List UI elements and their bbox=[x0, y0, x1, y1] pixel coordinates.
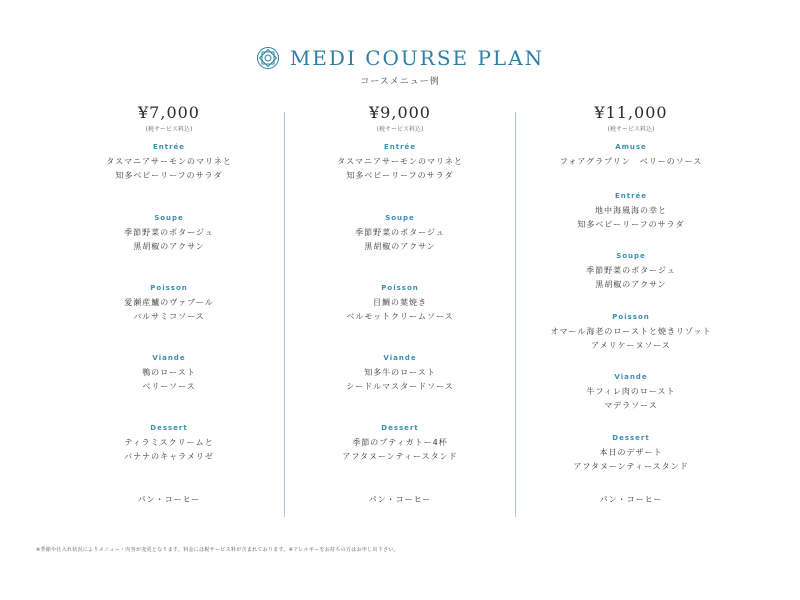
dish-line: 知多ベビーリーフのサラダ bbox=[346, 171, 454, 180]
menu-columns bbox=[54, 104, 746, 524]
dish-line: 季節野菜のポタージュ bbox=[355, 228, 445, 237]
course-dessert bbox=[285, 424, 515, 464]
dish-line: バルサミコソース bbox=[133, 312, 205, 321]
header bbox=[0, 46, 800, 87]
mandala-logo-icon bbox=[256, 46, 280, 70]
course-name: Entrée bbox=[614, 192, 648, 200]
course-name: Viande bbox=[383, 354, 417, 362]
dish-line: フォアグラプリン ベリーのソース bbox=[559, 157, 703, 166]
tax-note: (税サービス料込) bbox=[607, 126, 655, 133]
page-subtitle: コースメニュー例 bbox=[360, 77, 440, 87]
footnote: ※季節や仕入れ状況によりメニュー・内容が変更となります。料金には税サービス料が含まれております。※アレルギーをお持ちの方はお申し出下さい。 bbox=[36, 547, 399, 553]
dish-line: オマール海老のローストと焼きリゾット bbox=[550, 327, 712, 336]
course-dessert bbox=[54, 424, 284, 464]
menu-column-7000 bbox=[54, 104, 284, 524]
course-entree bbox=[516, 192, 746, 232]
dish-line: 季節のプティガトー4杯 bbox=[352, 438, 448, 447]
course-price: ¥7,000 bbox=[138, 103, 200, 122]
course-price: ¥11,000 bbox=[594, 103, 668, 122]
course-entree bbox=[285, 143, 515, 183]
dish-line: 黒胡椒のアクサン bbox=[595, 280, 667, 289]
dish-line: 目鯛の葉焼き bbox=[373, 298, 427, 307]
course-poisson bbox=[285, 284, 515, 324]
course-poisson bbox=[54, 284, 284, 324]
dish-line: 愛瀬産鱸のヴァプール bbox=[124, 298, 214, 307]
course-poisson bbox=[516, 313, 746, 353]
dish-line: 本日のデザート bbox=[599, 448, 663, 457]
course-name: Dessert bbox=[381, 424, 419, 432]
dish-line: 黒胡椒のアクサン bbox=[133, 242, 205, 251]
menu-column-9000 bbox=[285, 104, 515, 524]
course-soupe bbox=[54, 214, 284, 254]
course-viande bbox=[516, 373, 746, 413]
dish-line: 地中海風海の幸と bbox=[595, 206, 667, 215]
course-name: Dessert bbox=[150, 424, 188, 432]
dish-line: 知多ベビーリーフのサラダ bbox=[115, 171, 223, 180]
dish-line: タスマニアサーモンのマリネと bbox=[106, 157, 232, 166]
dish-line: 季節野菜のポタージュ bbox=[586, 266, 676, 275]
course-name: Poisson bbox=[612, 313, 650, 321]
course-name: Dessert bbox=[612, 434, 650, 442]
dish-line: アメリケーヌソース bbox=[591, 341, 671, 350]
course-name: Soupe bbox=[616, 252, 646, 260]
course-dessert bbox=[516, 434, 746, 474]
tax-note: (税サービス料込) bbox=[145, 126, 193, 133]
tax-note: (税サービス料込) bbox=[376, 126, 424, 133]
course-name: Soupe bbox=[154, 214, 184, 222]
dish-line: ベリーソース bbox=[142, 382, 196, 391]
dish-line: 牛フィレ肉のロースト bbox=[586, 387, 676, 396]
course-name: Viande bbox=[614, 373, 648, 381]
bread-coffee: パン・コーヒー bbox=[368, 495, 432, 504]
dish-line: アフタヌーンティースタンド bbox=[573, 462, 689, 471]
dish-line: マデラソース bbox=[604, 401, 658, 410]
dish-line: 鴨のロースト bbox=[142, 368, 196, 377]
course-viande bbox=[54, 354, 284, 394]
course-name: Entrée bbox=[383, 143, 417, 151]
course-amuse bbox=[516, 143, 746, 169]
course-entree bbox=[54, 143, 284, 183]
course-name: Entrée bbox=[152, 143, 186, 151]
dish-line: 知多ベビーリーフのサラダ bbox=[577, 220, 685, 229]
dish-line: ベルモットクリームソース bbox=[346, 312, 454, 321]
bread-coffee: パン・コーヒー bbox=[137, 495, 201, 504]
course-name: Soupe bbox=[385, 214, 415, 222]
dish-line: タスマニアサーモンのマリネと bbox=[337, 157, 463, 166]
dish-line: バナナのキャラメリゼ bbox=[124, 452, 214, 461]
dish-line: ティラミスクリームと bbox=[124, 438, 214, 447]
course-soupe bbox=[285, 214, 515, 254]
dish-line: シードルマスタードソース bbox=[346, 382, 454, 391]
dish-line: 季節野菜のポタージュ bbox=[124, 228, 214, 237]
dish-line: 知多牛のロースト bbox=[364, 368, 436, 377]
course-name: Amuse bbox=[615, 143, 647, 151]
dish-line: アフタヌーンティースタンド bbox=[342, 452, 458, 461]
course-price: ¥9,000 bbox=[369, 103, 431, 122]
course-name: Viande bbox=[152, 354, 186, 362]
page-title: MEDI COURSE PLAN bbox=[289, 46, 545, 70]
dish-line: 黒胡椒のアクサン bbox=[364, 242, 436, 251]
course-name: Poisson bbox=[150, 284, 188, 292]
course-viande bbox=[285, 354, 515, 394]
menu-column-11000 bbox=[516, 104, 746, 524]
bread-coffee: パン・コーヒー bbox=[599, 495, 663, 504]
course-name: Poisson bbox=[381, 284, 419, 292]
title-row bbox=[0, 46, 800, 70]
course-soupe bbox=[516, 252, 746, 292]
